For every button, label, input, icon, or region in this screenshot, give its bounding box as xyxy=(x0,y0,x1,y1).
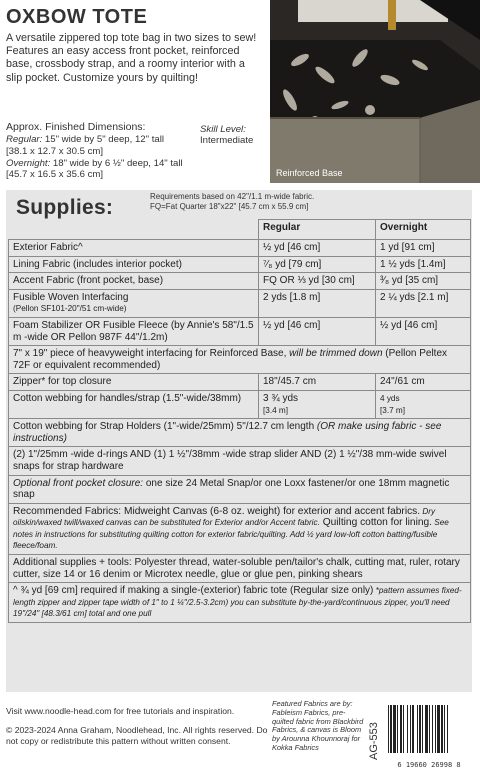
recommended-italic: Dry oilskin/waxed twill/waxed canvas can be substituted for Exterior and/or Accent fabric. xyxy=(13,506,436,528)
table-row xyxy=(9,374,471,391)
row-item: Cotton webbing for handles/strap (1.5"-wide/38mm) xyxy=(9,390,259,418)
overnight-label: Overnight: xyxy=(6,157,51,169)
closure-text: one size 24 Metal Snap/or one Loxx fastener/or one 18mm magnetic snap xyxy=(13,477,450,501)
row-regular: ½ yd [46 cm] xyxy=(259,317,376,345)
row-regular: FQ OR ⅓ yd [30 cm] xyxy=(259,273,376,290)
table-row xyxy=(9,447,471,475)
row-overnight: ½ yd [46 cm] xyxy=(376,317,471,345)
requirements-note xyxy=(150,192,460,211)
table-row xyxy=(9,475,471,503)
row-regular: ⁷⁄₈ yd [79 cm] xyxy=(259,256,376,273)
regular-value: 3 ¾ yds xyxy=(263,392,299,404)
requirements-line-2: FQ=Fat Quarter 18"x22" [45.7 cm x 55.9 cm] xyxy=(150,201,309,211)
row-regular: 2 yds [1.8 m] xyxy=(259,289,376,317)
tote-bag-illustration xyxy=(270,0,480,183)
header-blank-cell xyxy=(9,220,259,240)
closure-label: Optional front pocket closure: xyxy=(13,477,144,489)
row-overnight: ³⁄₈ yd [35 cm] xyxy=(376,273,471,290)
row-item: Zipper* for top closure xyxy=(9,374,259,391)
interfacing-text: 7" x 19" piece of heavyweight interfacing for Reinforced Base, xyxy=(13,348,290,360)
requirements-line-1: Requirements based on 42"/1.1 m-wide fabric. xyxy=(150,192,315,201)
item-sub: (Pellon SF101-20"/51 cm-wide) xyxy=(13,304,127,314)
regular-dims: 15" wide by 5" deep, 12" tall [38.1 x 12.7 x 30.5 cm] xyxy=(6,134,164,157)
row-item xyxy=(9,289,259,317)
overnight-dims: 18" wide by 6 ½" deep, 14" tall [45.7 x 16.5 x 35.6 cm] xyxy=(6,157,183,181)
additional-row: Additional supplies + tools: Polyester thread, water-soluble pen/tailor's chalk, cutting mat, ruler, rotary cutter, size 14 or 16 denim or Microtex needle, glue or glue pen, pinking shears xyxy=(9,555,471,583)
supplies-table xyxy=(8,219,471,623)
interfacing-end: (Pellon Peltex 72F or equivalent recommended) xyxy=(13,348,448,371)
table-row xyxy=(9,503,471,554)
page-title: OXBOW TOTE xyxy=(6,6,148,28)
interfacing-note xyxy=(9,346,471,374)
skill-value: Intermediate xyxy=(200,135,254,146)
row-regular: 18"/45.7 cm xyxy=(259,374,376,391)
row-regular xyxy=(259,390,376,418)
overnight-metric: [3.7 m] xyxy=(380,405,406,415)
quilting-italic: See notes in instructions for substituting quilting cotton for exterior fabric/quilting. Add ½ yard low-loft cotton batting/fusible fleece/foam. xyxy=(13,518,449,551)
row-item: Accent Fabric (front pocket, base) xyxy=(9,273,259,290)
recommended-row xyxy=(9,503,471,554)
row-overnight: 1 ½ yds [1.4m] xyxy=(376,256,471,273)
intro-text: A versatile zippered top tote bag in two sizes to sew! Features an easy access front pocket, reinforced base, crossbody strap, and a roomy interior with a slip pocket. Customize yours by quilting! xyxy=(6,32,257,84)
table-row xyxy=(9,555,471,583)
pattern-code: AG-553 xyxy=(368,722,380,760)
dimensions-text xyxy=(6,134,186,181)
barcode xyxy=(384,703,474,769)
table-row xyxy=(9,240,471,257)
overnight-value: 4 yds xyxy=(380,393,400,403)
row-item: Exterior Fabric^ xyxy=(9,240,259,257)
row-overnight: 24"/61 cm xyxy=(376,374,471,391)
skill-label: Skill Level: xyxy=(200,124,246,135)
row-overnight: 1 yd [91 cm] xyxy=(376,240,471,257)
footnote-zipper: *pattern assumes fixed-length zipper and zipper tape width of 1" to 1 ¼"/2.5-3.2cm) you can substitute by-the-yard/continuous zipper, you'll need 19"/24" [48.3/61 cm] total and one pull xyxy=(13,586,462,619)
quilting-text: Quilting cotton for lining. xyxy=(319,517,432,529)
table-row xyxy=(9,419,471,447)
hardware-row: (2) 1"/25mm -wide d-rings AND (1) 1 ½"/38mm -wide strap slider AND (2) 1 ½"/38 mm-wide swivel snaps for strap hardware xyxy=(9,447,471,475)
row-overnight: 2 ¼ yds [2.1 m] xyxy=(376,289,471,317)
table-row xyxy=(9,317,471,345)
regular-metric: [3.4 m] xyxy=(263,405,289,415)
featured-fabrics: Featured Fabrics are by: Fableism Fabrics, pre-quilted fabric from Blackbird Fabrics, & canvas is Bloom by Arounna Khounnoraj for Kokka Fabrics xyxy=(272,699,364,752)
row-overnight xyxy=(376,390,471,418)
col-regular: Regular xyxy=(259,220,376,240)
supplies-heading: Supplies: xyxy=(16,196,114,219)
photo-caption: Reinforced Base xyxy=(276,168,343,178)
table-row xyxy=(9,256,471,273)
footnote-row xyxy=(9,583,471,623)
strap-holders-row xyxy=(9,419,471,447)
barcode-digits: 6 19660 26998 8 xyxy=(397,761,461,769)
closure-row xyxy=(9,475,471,503)
website-text: Visit www.noodle-head.com for free tutorials and inspiration. xyxy=(6,706,235,716)
dimensions-title: Approx. Finished Dimensions: xyxy=(6,121,146,133)
strap-holders-italic: (OR make using fabric - see instructions) xyxy=(13,421,442,444)
row-regular: ½ yd [46 cm] xyxy=(259,240,376,257)
barcode-icon xyxy=(384,703,474,755)
table-row xyxy=(9,346,471,374)
row-item: Lining Fabric (includes interior pocket) xyxy=(9,256,259,273)
table-row xyxy=(9,273,471,290)
table-row xyxy=(9,583,471,623)
recommended-text: Recommended Fabrics: Midweight Canvas (6-8 oz. weight) for exterior and accent fabrics. xyxy=(13,505,421,517)
table-row xyxy=(9,390,471,418)
interfacing-italic: will be trimmed down xyxy=(289,348,383,360)
footer-left xyxy=(6,706,268,746)
header-section xyxy=(0,0,480,190)
row-item: Foam Stabilizer OR Fusible Fleece (by Annie's 58"/1.5 m -wide OR Pellon 987F 44"/1.2m) xyxy=(9,317,259,345)
bag-photo xyxy=(270,0,480,183)
copyright-text: © 2023-2024 Anna Graham, Noodlehead, Inc. All rights reserved. Do not copy or redistribute this pattern without written consent. xyxy=(6,724,268,746)
item-name: Fusible Woven Interfacing xyxy=(13,291,129,303)
table-row xyxy=(9,289,471,317)
col-overnight: Overnight xyxy=(376,220,471,240)
regular-label: Regular: xyxy=(6,134,43,145)
footnote-exterior: ^ ¾ yd [69 cm] required if making a single-(exterior) fabric tote (Regular size only) xyxy=(13,585,374,597)
strap-holders-text: Cotton webbing for Strap Holders (1"-wide/25mm) 5"/12.7 cm length xyxy=(13,421,317,433)
table-header-row xyxy=(9,220,471,240)
skill-level xyxy=(200,124,253,146)
